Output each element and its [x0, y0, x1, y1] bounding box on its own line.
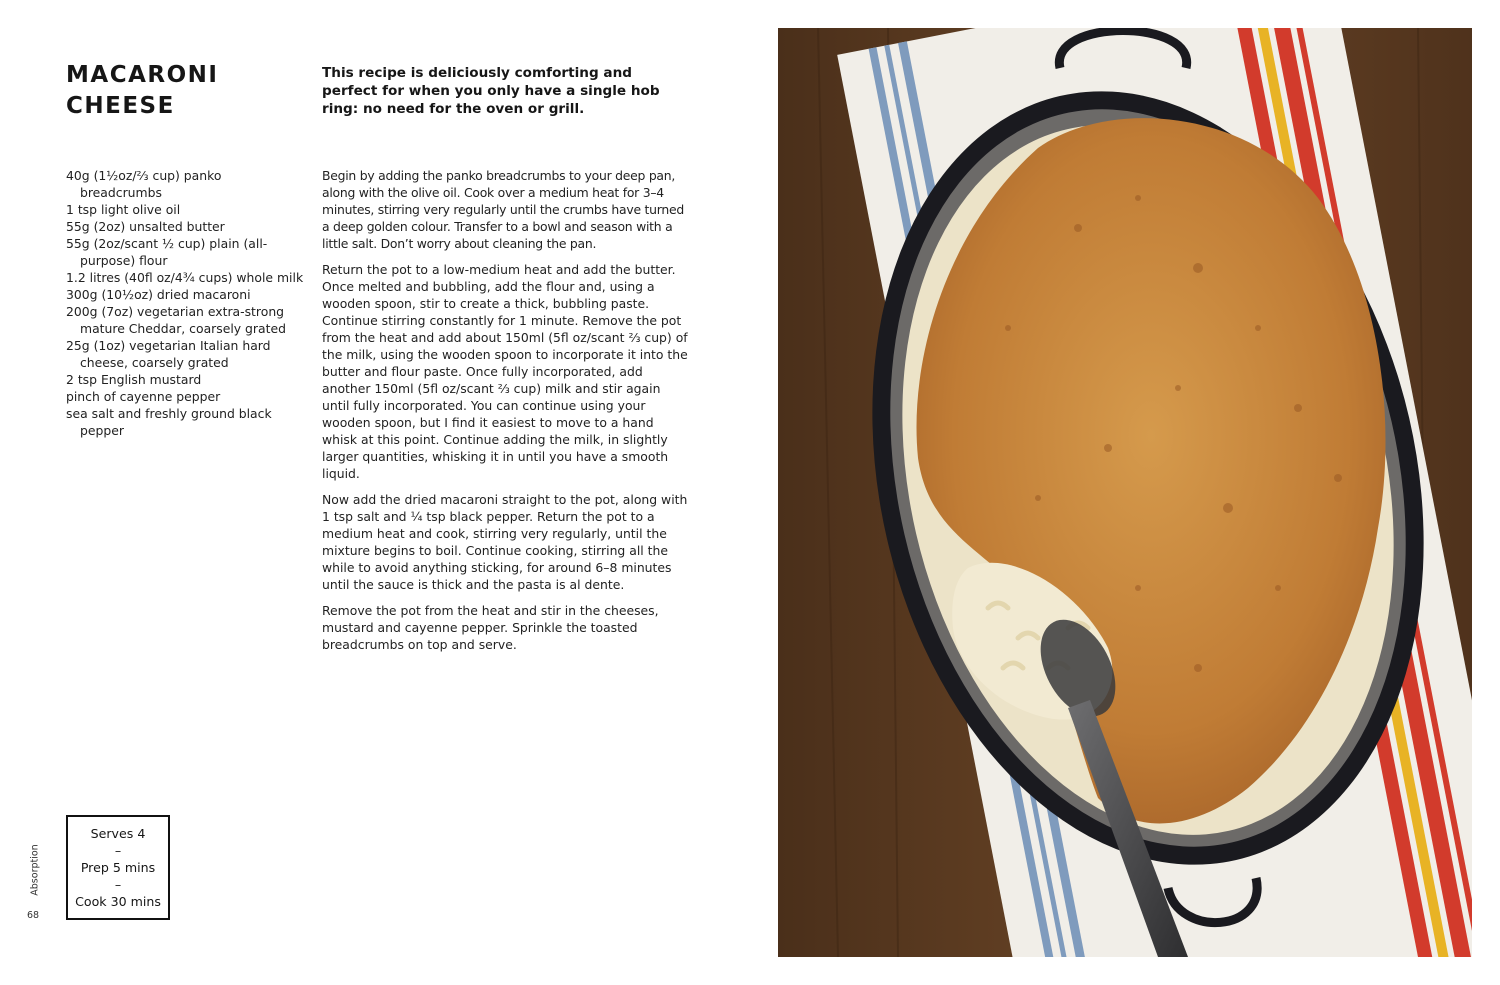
- recipe-intro: This recipe is deliciously comforting and perfect for when you only have a single hob ring: no need for the oven or grill.: [322, 65, 660, 117]
- recipe-title: [66, 60, 218, 122]
- method-steps: [322, 167, 690, 662]
- section-name: Absorption: [29, 844, 41, 896]
- info-divider: –: [114, 877, 122, 892]
- ingredient-item: 1 tsp light olive oil: [66, 202, 181, 217]
- ingredient-item: 200g (7oz) vegetarian extra-strong mature Cheddar, coarsely grated: [66, 304, 286, 336]
- recipe-title-line-2: CHEESE: [66, 93, 175, 119]
- recipe-photo: [778, 28, 1472, 957]
- ingredient-item: 2 tsp English mustard: [66, 372, 202, 387]
- ingredient-item: 1.2 litres (40fl oz/4¾ cups) whole milk: [66, 270, 304, 285]
- method-step: Return the pot to a low-medium heat and add the butter. Once melted and bubbling, add the flour and, using a wooden spoon, stir to create a thick, bubbling paste. Continue stirring constantly for 1 minute. Remove the pot from the heat and add about 150ml (5fl oz/scant ⅔ cup) of the milk, using the wooden spoon to incorporate it into the butter and flour paste. Once fully incorporated, add another 150ml (5fl oz/scant ⅔ cup) milk and stir again until fully incorporated. You can continue using your wooden spoon, but I find it easiest to move to a hand whisk at this point. Continue adding the milk, in slightly larger quantities, whisking it in until you have a smooth liquid.: [322, 262, 688, 481]
- serves-label: Serves 4: [90, 826, 146, 841]
- method-step: Now add the dried macaroni straight to the pot, along with 1 tsp salt and ¼ tsp black pepper. Return the pot to a medium heat and cook, stirring very regularly, until the mixture begins to boil. Continue cooking, stirring all the while to avoid anything sticking, for around 6–8 minutes until the sauce is thick and the pasta is al dente.: [322, 492, 688, 592]
- ingredient-item: 300g (10½oz) dried macaroni: [66, 287, 251, 302]
- ingredient-item: 55g (2oz) unsalted butter: [66, 219, 225, 234]
- ingredient-item: sea salt and freshly ground black pepper: [66, 406, 272, 438]
- page-number: 68: [27, 910, 40, 921]
- method-step: Begin by adding the panko breadcrumbs to your deep pan, along with the olive oil. Cook over a medium heat for 3–4 minutes, stirring very regularly until the crumbs have turned a deep golden colour. Transfer to a bowl and season with a little salt. Don’t worry about cleaning the pan.: [322, 168, 684, 251]
- recipe-title-line-1: MACARONI: [66, 62, 219, 88]
- method-step: Remove the pot from the heat and stir in the cheeses, mustard and cayenne pepper. Sprinkle the toasted breadcrumbs on top and serve.: [322, 603, 659, 652]
- ingredient-item: 40g (1½oz/⅔ cup) panko breadcrumbs: [66, 168, 222, 200]
- info-divider: –: [114, 843, 122, 858]
- prep-time-label: Prep 5 mins: [80, 860, 156, 875]
- ingredient-item: 25g (1oz) vegetarian Italian hard cheese, coarsely grated: [66, 338, 271, 370]
- ingredient-item: pinch of cayenne pepper: [66, 389, 221, 404]
- ingredient-item: 55g (2oz/scant ½ cup) plain (all-purpose) flour: [66, 236, 268, 268]
- cook-time-label: Cook 30 mins: [75, 894, 161, 909]
- ingredients-list: [66, 167, 306, 439]
- recipe-info-box: [66, 815, 170, 920]
